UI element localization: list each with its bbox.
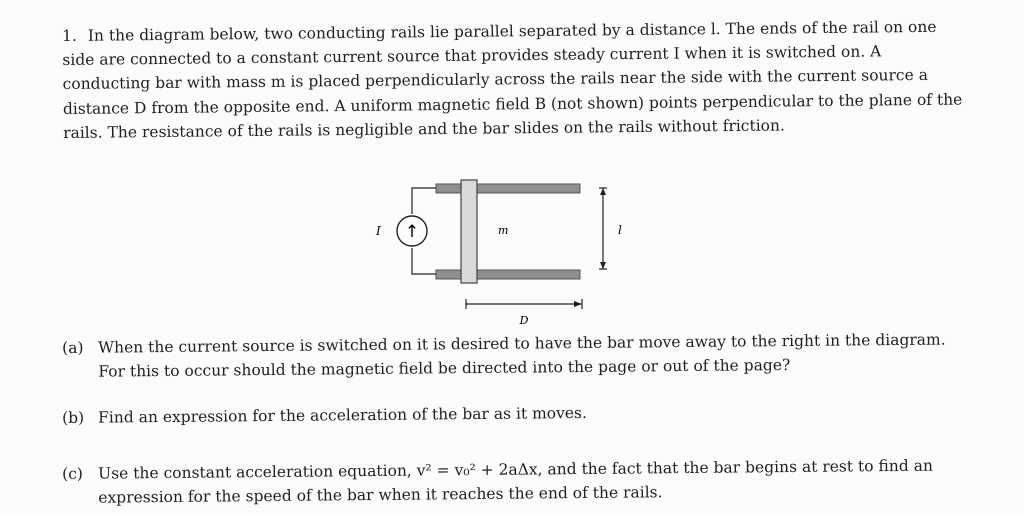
rail-diagram: [360, 178, 640, 328]
current-arrow-icon: ↑: [404, 222, 420, 242]
wire-bottom: [412, 248, 436, 274]
wire-top: [412, 188, 436, 214]
problem-number: 1.: [62, 26, 78, 45]
part-c-text: Use the constant acceleration equation, v² = v₀² + 2aΔx, and the fact that the bar begins at rest to find an expression for the speed of the bar when it reaches the end of the rails.: [98, 456, 933, 507]
part-c: [62, 453, 962, 510]
part-b-text: Find an expression for the acceleration of the bar as it moves.: [98, 403, 587, 427]
part-a-text: When the current source is switched on it is desired to have the bar move away to the right in the diagram. For this to occur should the magnetic field be directed into the page or out of the page?: [98, 330, 946, 381]
bottom-rail: [436, 270, 580, 279]
part-b-label: (b): [62, 408, 85, 427]
distance-label: D: [519, 314, 529, 327]
problem-intro-text: In the diagram below, two conducting rails lie parallel separated by a distance l. The ends of the rail on one side are connected to a constant current source that provides steady current I when it is switched on. A conducting bar with mass m is placed perpendicularly across the rails near the side with the current source a distance D from the opposite end. A uniform magnetic field B (not shown) points perpendicular to the plane of the rails. The resistance of the rails is negligible and the bar slides on the rails without friction.: [62, 17, 963, 142]
problem-intro: [62, 15, 963, 145]
length-label: l: [618, 223, 622, 237]
part-a: [62, 327, 962, 384]
top-rail: [436, 184, 580, 193]
part-a-label: (a): [62, 338, 84, 357]
sliding-bar: [461, 180, 477, 283]
part-c-label: (c): [62, 464, 83, 483]
part-b: [62, 397, 962, 430]
current-label: I: [376, 224, 381, 238]
mass-label: m: [498, 224, 509, 237]
